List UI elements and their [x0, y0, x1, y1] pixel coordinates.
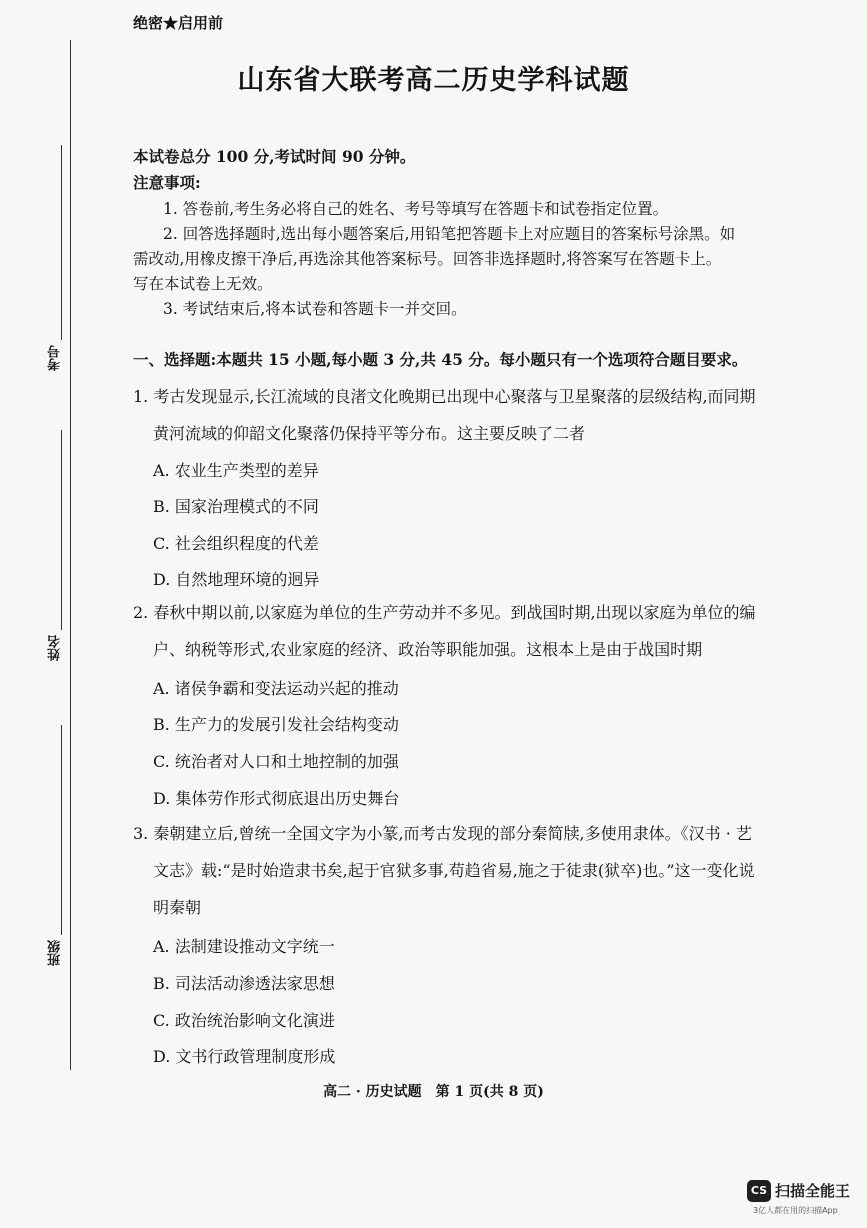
option-a: A. 农业生产类型的差异	[153, 461, 319, 480]
page-footer: 高二 · 历史试题 第 1 页(共 8 页)	[323, 1084, 544, 1100]
score-time-note: 本试卷总分 100 分,考试时间 90 分钟。	[133, 147, 416, 166]
exam-title: 山东省大联考高二历史学科试题	[237, 65, 630, 96]
name-field	[46, 430, 70, 670]
section-heading: 一、选择题:本题共 15 小题,每小题 3 分,共 45 分。每小题只有一个选项符合题目要求。	[133, 350, 748, 369]
notes-heading: 注意事项:	[133, 173, 201, 192]
question-stem-line: 3. 秦朝建立后,曾统一全国文字为小篆,而考古发现的部分秦简牍,多使用隶体。《汉书 · 艺	[133, 824, 752, 843]
binding-line	[70, 40, 71, 1070]
question-stem-line: 户、纳税等形式,农业家庭的经济、政治等职能加强。这根本上是由于战国时期	[153, 640, 703, 659]
note-item-2-line-2: 需改动,用橡皮擦干净后,再选涂其他答案标号。回答非选择题时,将答案写在答题卡上。	[133, 250, 722, 268]
option-b: B. 生产力的发展引发社会结构变动	[153, 715, 399, 734]
option-d: D. 集体劳作形式彻底退出历史舞台	[153, 789, 400, 808]
class-field	[46, 725, 70, 975]
exam-number-field	[46, 145, 70, 385]
note-item-3: 3. 考试结束后,将本试卷和答题卡一并交回。	[163, 300, 467, 318]
option-c: C. 政治统治影响文化演进	[153, 1011, 335, 1030]
note-item-2-line-3: 写在本试卷上无效。	[133, 275, 273, 293]
option-a: A. 法制建设推动文字统一	[153, 937, 335, 956]
question-stem-line: 文志》载:“是时始造隶书矣,起于官狱多事,苟趋省易,施之于徒隶(狱卒)也。”这一变化说	[153, 861, 755, 880]
name-label: 姓名	[48, 635, 63, 661]
question-stem-line: 黄河流域的仰韶文化聚落仍保持平等分布。这主要反映了二者	[153, 424, 586, 443]
camscanner-tagline: 3亿人都在用的扫描App	[753, 1206, 838, 1215]
option-c: C. 社会组织程度的代差	[153, 534, 319, 553]
question-stem-line: 1. 考古发现显示,长江流域的良渚文化晚期已出现中心聚落与卫星聚落的层级结构,而同期	[133, 387, 756, 406]
note-item-1: 1. 答卷前,考生务必将自己的姓名、考号等填写在答题卡和试卷指定位置。	[163, 200, 669, 218]
name-blank	[61, 430, 62, 630]
option-d: D. 自然地理环境的迥异	[153, 570, 320, 589]
option-a: A. 诸侯争霸和变法运动兴起的推动	[153, 679, 399, 698]
confidential-label: 绝密★启用前	[133, 14, 224, 32]
class-blank	[61, 725, 62, 935]
question-stem-line: 明秦朝	[153, 898, 202, 917]
note-item-2-line-1: 2. 回答选择题时,选出每小题答案后,用铅笔把答题卡上对应题目的答案标号涂黑。如	[163, 225, 736, 243]
exam-number-blank	[61, 145, 62, 340]
exam-number-label: 考号	[48, 345, 63, 371]
option-b: B. 国家治理模式的不同	[153, 497, 319, 516]
class-label: 班级	[48, 940, 63, 966]
option-d: D. 文书行政管理制度形成	[153, 1047, 336, 1066]
option-b: B. 司法活动渗透法家思想	[153, 974, 335, 993]
camscanner-name: 扫描全能王	[775, 1182, 851, 1200]
question-stem-line: 2. 春秋中期以前,以家庭为单位的生产劳动并不多见。到战国时期,出现以家庭为单位的编	[133, 603, 756, 622]
camscanner-logo-icon: CS	[747, 1180, 771, 1202]
option-c: C. 统治者对人口和土地控制的加强	[153, 752, 399, 771]
